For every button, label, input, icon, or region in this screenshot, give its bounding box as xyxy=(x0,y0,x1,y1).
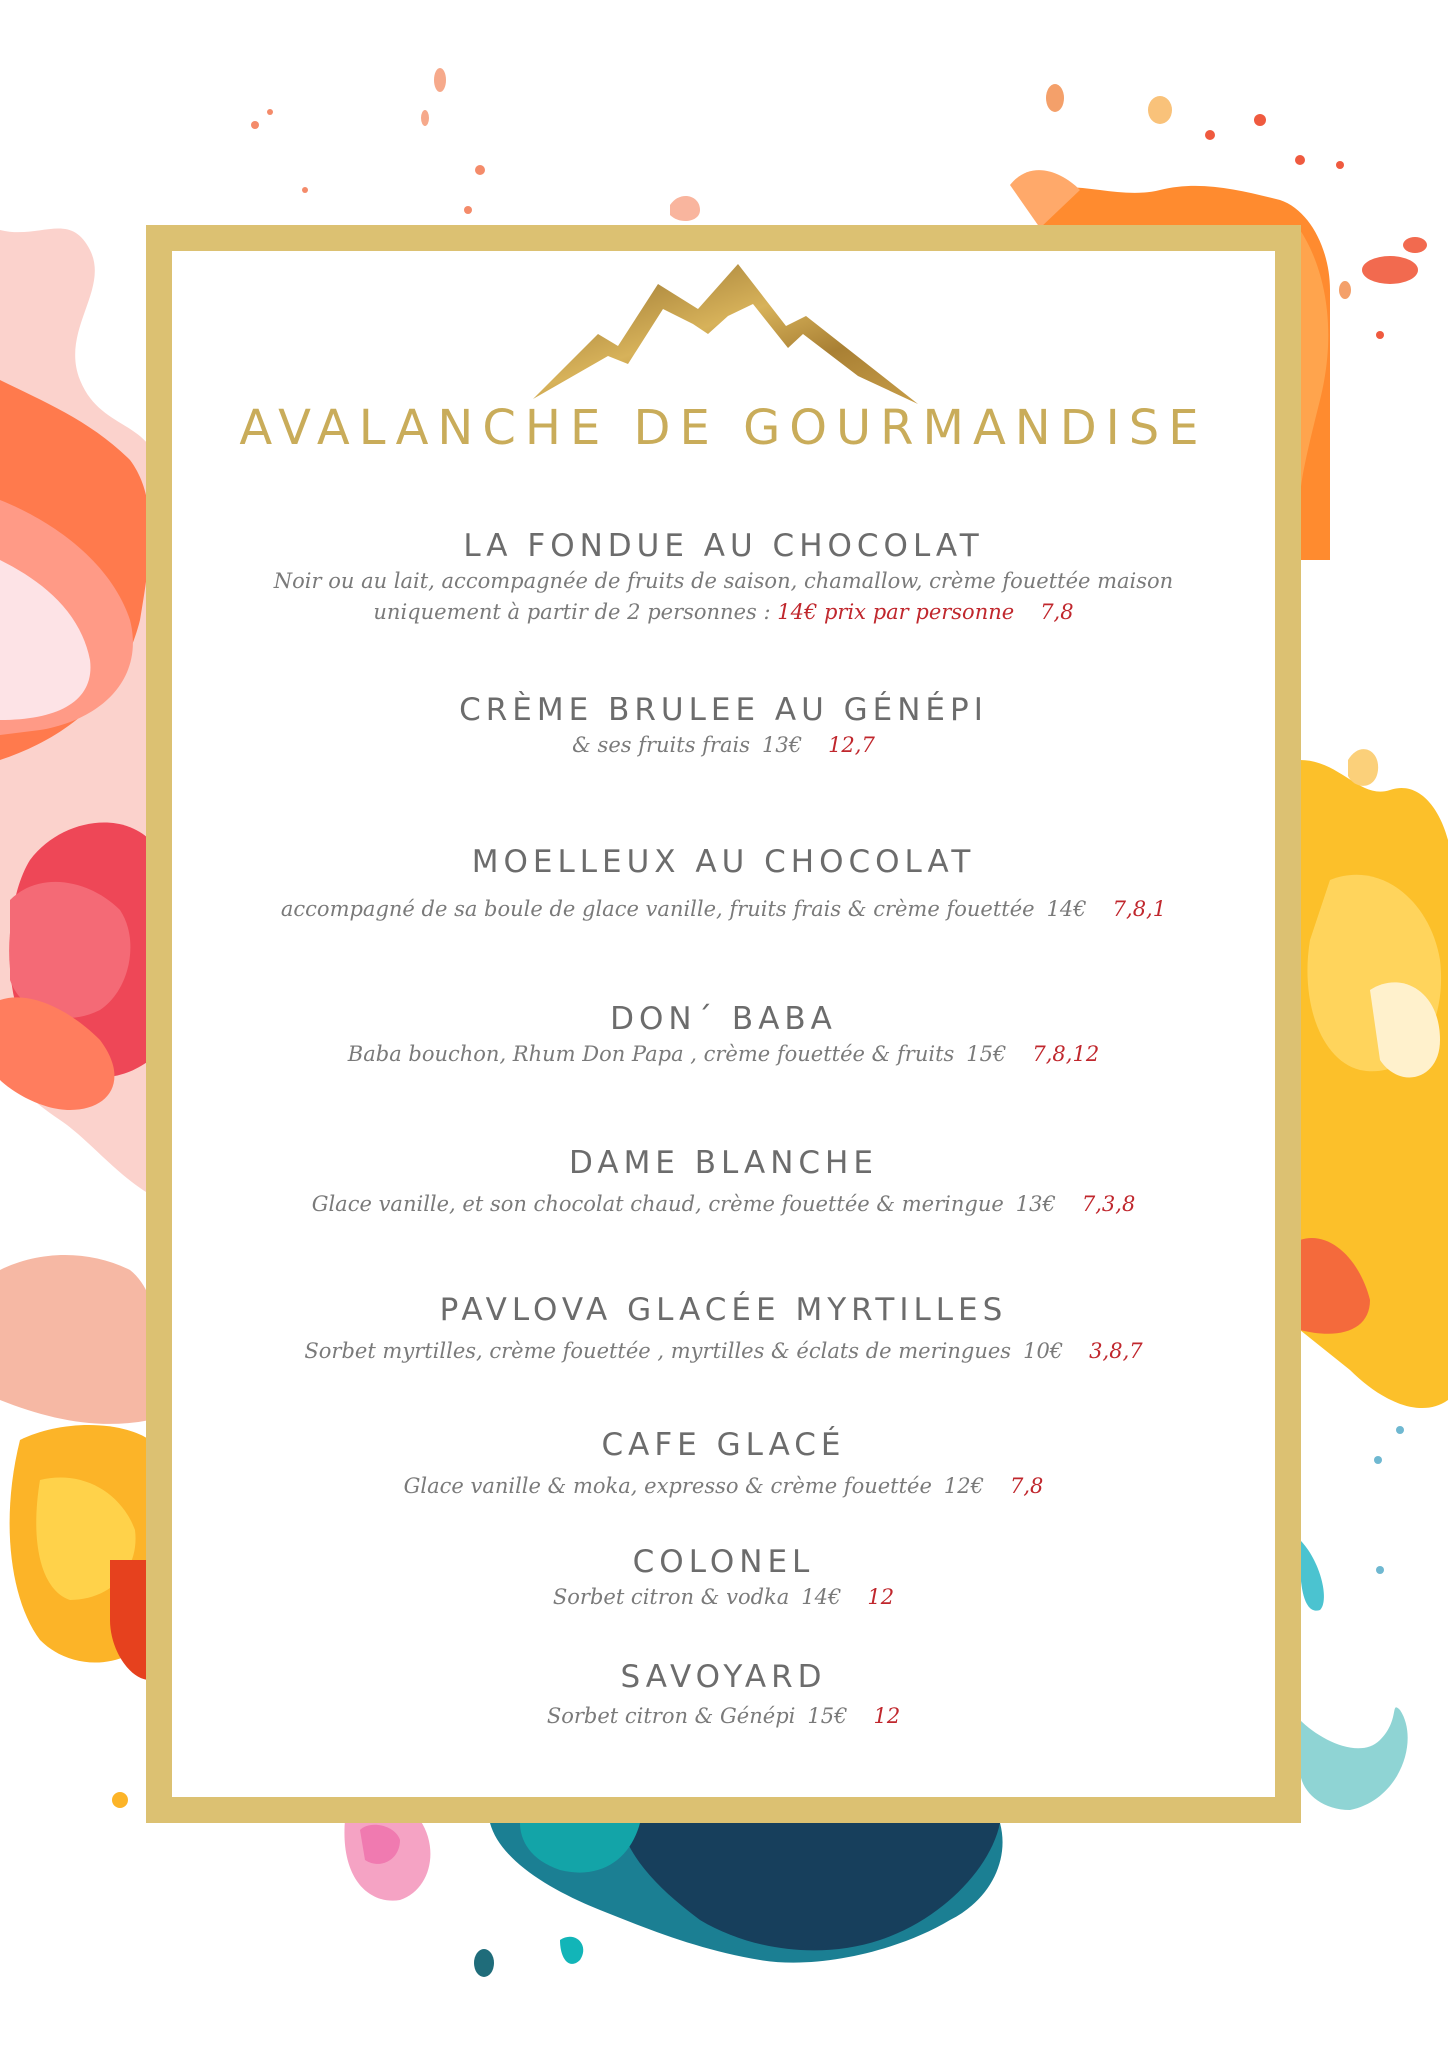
item-name: CRÈME BRULEE AU GÉNÉPI xyxy=(459,692,988,728)
item-price: 13€ xyxy=(761,733,803,757)
menu-item-pavlova xyxy=(172,1290,1275,1367)
item-allergens: 12,7 xyxy=(828,733,875,757)
menu-title: AVALANCHE DE GOURMANDISE xyxy=(239,400,1208,456)
item-description: Baba bouchon, Rhum Don Papa , crème fouettée & fruits 15€ 7,8,12 xyxy=(347,1042,1100,1066)
menu-item-fondue xyxy=(172,526,1275,628)
item-allergens: 7,3,8 xyxy=(1081,1192,1136,1216)
item-description: Sorbet citron & Génépi 15€ 12 xyxy=(546,1704,901,1728)
item-allergens: 12 xyxy=(873,1704,901,1728)
item-allergens: 7,8,1 xyxy=(1112,897,1167,921)
item-name: LA FONDUE AU CHOCOLAT xyxy=(463,528,984,564)
item-price: 15€ xyxy=(966,1042,1007,1066)
item-price: 14€ xyxy=(801,1585,842,1609)
mountain-logo-icon xyxy=(528,264,920,404)
item-description: Glace vanille & moka, expresso & crème fouettée 12€ 7,8 xyxy=(403,1474,1044,1498)
item-description: Glace vanille, et son chocolat chaud, crème fouettée & meringue 13€ 7,3,8 xyxy=(311,1192,1136,1216)
item-price: 14€ xyxy=(1046,897,1087,921)
menu-item-creme-brulee xyxy=(172,690,1275,761)
menu-item-colonel xyxy=(172,1542,1275,1613)
menu-item-dame-blanche xyxy=(172,1143,1275,1220)
item-allergens: 12 xyxy=(867,1585,895,1609)
item-name: DAME BLANCHE xyxy=(569,1145,878,1181)
item-description-line2: uniquement à partir de 2 personnes : 14€ prix par personne 7,8 xyxy=(373,600,1074,624)
item-allergens: 7,8 xyxy=(1010,1474,1044,1498)
item-name: CAFE GLACÉ xyxy=(601,1427,846,1463)
item-name: COLONEL xyxy=(632,1544,815,1580)
item-price: 15€ xyxy=(807,1704,848,1728)
item-description: Sorbet citron & vodka 14€ 12 xyxy=(552,1585,895,1609)
item-price: 14€ prix par personne xyxy=(777,600,1015,624)
item-allergens: 3,8,7 xyxy=(1089,1339,1143,1363)
menu-item-moelleux xyxy=(172,842,1275,925)
item-name: MOELLEUX AU CHOCOLAT xyxy=(471,844,976,880)
item-description: & ses fruits frais 13€ 12,7 xyxy=(572,733,875,757)
item-price: 13€ xyxy=(1015,1192,1056,1216)
item-price: 10€ xyxy=(1023,1339,1064,1363)
item-allergens: 7,8,12 xyxy=(1032,1042,1100,1066)
item-name: PAVLOVA GLACÉE MYRTILLES xyxy=(439,1292,1008,1328)
item-name: DON´ BABA xyxy=(610,1001,837,1037)
item-price: 12€ xyxy=(943,1474,984,1498)
item-description: Sorbet myrtilles, crème fouettée , myrtilles & éclats de meringues 10€ 3,8,7 xyxy=(304,1339,1143,1363)
menu-item-cafe-glace xyxy=(172,1425,1275,1502)
item-name: SAVOYARD xyxy=(620,1659,827,1695)
item-allergens: 7,8 xyxy=(1040,600,1074,624)
item-description: accompagné de sa boule de glace vanille, fruits frais & crème fouettée 14€ 7,8,1 xyxy=(280,897,1167,921)
menu-item-savoyard xyxy=(172,1657,1275,1732)
menu-item-don-baba xyxy=(172,999,1275,1070)
item-description: Noir ou au lait, accompagnée de fruits de saison, chamallow, crème fouettée maison xyxy=(273,569,1174,593)
